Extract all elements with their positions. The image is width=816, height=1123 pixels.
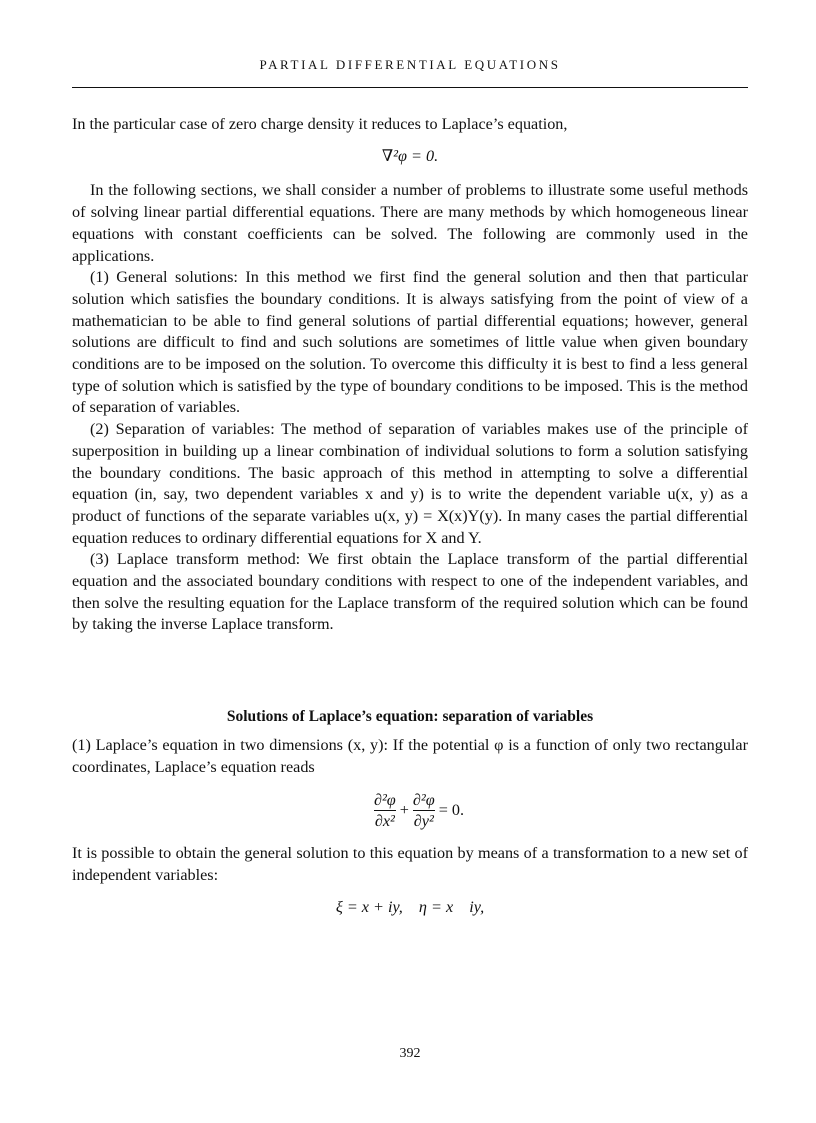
fraction-x (373, 790, 397, 831)
plus-operator: + (399, 800, 409, 819)
separation-paragraph: (2) Separation of variables: The method of separation of variables makes use of the principle of superposition in building up a linear combination of individual solutions to form a solution satisfying the boundary conditions. The basic approach of this method in attempting to solve a differential equation (in, say, two dependent variables x and y) is to write the dependent variable u(x, y) as a product of functions of the separate variables u(x, y) = X(x)Y(y). In many cases the partial differential equation reduces to ordinary differential equations for X and Y. (72, 420, 748, 547)
xi-definition: ξ = x + iy, (335, 897, 403, 916)
page-number: 392 (399, 1046, 421, 1061)
two-dimensions-paragraph: (1) Laplace’s equation in two dimensions (x, y): If the potential φ is a function of only two rectangular coordinates, Laplace’s equation reads (72, 735, 748, 776)
fraction-y-numerator: ∂²φ (412, 791, 435, 810)
transformation-paragraph: It is possible to obtain the general solution to this equation by means of a transformation to a new set of independent variables: (72, 844, 748, 884)
section-title: Solutions of Laplace’s equation: separation of variables (226, 708, 594, 726)
transformation-equation (72, 897, 748, 919)
page (72, 0, 748, 1123)
equation-rhs: = 0. (438, 800, 465, 819)
fraction-y (412, 790, 436, 831)
laplace-equation (72, 146, 748, 168)
laplace-equation-text: ∇²φ = 0. (381, 146, 439, 165)
body-text (72, 114, 748, 918)
header-rule (72, 87, 748, 88)
intro-paragraph: In the particular case of zero charge density it reduces to Laplace’s equation, (72, 115, 568, 133)
general-solutions-paragraph: (1) General solutions: In this method we first find the general solution and then that particular solution which satisfies the boundary conditions. It is always satisfying from the point of view of a mathematician to be able to find general solutions of partial differential equations; however, general solutions are difficult to find and such solutions are sometimes of little value when given boundary conditions are to be imposed on the solution. To overcome this difficulty it is best to find a less general type of solution which is satisfied by the type of boundary conditions to be imposed. This is the method of separation of variables. (72, 268, 748, 417)
fraction-x-denominator: ∂x² (374, 812, 395, 831)
running-head: PARTIAL DIFFERENTIAL EQUATIONS (259, 57, 561, 72)
fraction-x-numerator: ∂²φ (373, 791, 396, 810)
laplace-2d-equation (92, 790, 748, 831)
eta-definition: η = x iy, (418, 897, 485, 916)
section-spacer (72, 636, 748, 706)
methods-paragraph: In the following sections, we shall consider a number of problems to illustrate some useful methods of solving linear partial differential equations. There are many methods by which homogeneous linear equations with constant coefficients can be solved. The following are commonly used in the applications. (72, 181, 748, 265)
laplace-transform-paragraph: (3) Laplace transform method: We first obtain the Laplace transform of the partial differential equation and the associated boundary conditions with respect to one of the independent variables, and then solve the resulting equation for the Laplace transform of the required solution which can be found by taking the inverse Laplace transform. (72, 550, 748, 634)
fraction-y-denominator: ∂y² (413, 812, 434, 831)
